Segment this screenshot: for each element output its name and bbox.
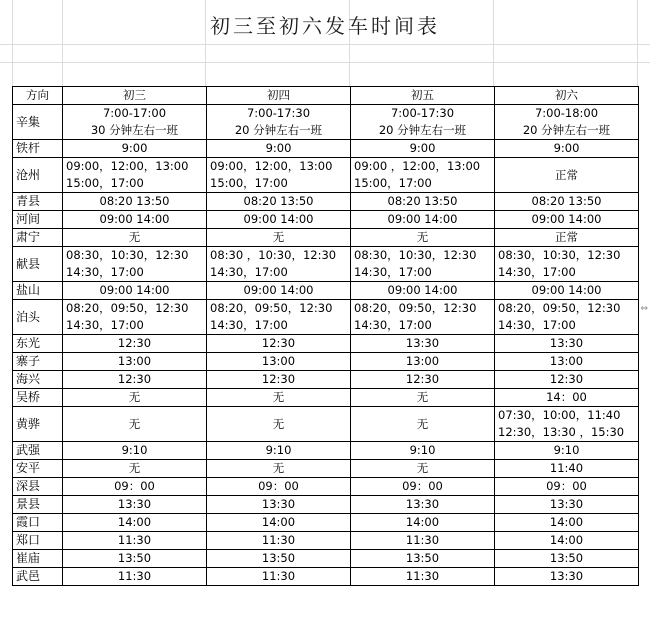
city-name: 河间 [13, 211, 63, 229]
city-name: 海兴 [13, 371, 63, 389]
schedule-cell: 11:30 [63, 532, 207, 550]
schedule-cell: 13:00 [495, 353, 639, 371]
schedule-cell: 08:20 13:50 [207, 193, 351, 211]
schedule-cell: 正常 [495, 158, 639, 193]
schedule-cell: 09:00 14:00 [63, 282, 207, 300]
grid-line [0, 62, 650, 63]
schedule-cell: 11:30 [351, 568, 495, 586]
schedule-cell: 12:30 [351, 371, 495, 389]
table-row [13, 496, 639, 514]
schedule-cell: 08:30，10:30，12:30 14:30，17:00 [495, 247, 639, 282]
city-name: 献县 [13, 247, 63, 282]
table-row [13, 407, 639, 442]
schedule-cell: 13:50 [351, 550, 495, 568]
schedule-cell: 13:30 [351, 335, 495, 353]
table-row [13, 282, 639, 300]
schedule-cell: 09:00 14:00 [495, 211, 639, 229]
schedule-table [12, 86, 639, 586]
schedule-cell: 9:00 [63, 140, 207, 158]
city-name: 辛集 [13, 105, 63, 140]
table-row [13, 211, 639, 229]
schedule-cell: 13:00 [351, 353, 495, 371]
schedule-cell: 14:00 [207, 514, 351, 532]
city-name: 崔庙 [13, 550, 63, 568]
schedule-cell: 7:00-17:30 20 分钟左右一班 [351, 105, 495, 140]
table-row [13, 389, 639, 407]
table-row [13, 514, 639, 532]
schedule-cell: 9:10 [63, 442, 207, 460]
schedule-cell: 9:10 [351, 442, 495, 460]
schedule-cell: 13:30 [207, 496, 351, 514]
schedule-cell: 无 [351, 407, 495, 442]
city-name: 肃宁 [13, 229, 63, 247]
schedule-cell: 11:30 [207, 532, 351, 550]
schedule-cell: 09:00 14:00 [495, 282, 639, 300]
schedule-body [13, 105, 639, 586]
city-name: 霞口 [13, 514, 63, 532]
table-row [13, 478, 639, 496]
schedule-cell: 09:00 14:00 [207, 282, 351, 300]
table-row [13, 335, 639, 353]
schedule-cell: 08:20 13:50 [351, 193, 495, 211]
schedule-cell: 09:00 14:00 [63, 211, 207, 229]
column-header-direction: 方向 [13, 87, 63, 105]
schedule-cell: 无 [351, 229, 495, 247]
schedule-cell: 11:30 [207, 568, 351, 586]
schedule-cell: 无 [207, 389, 351, 407]
city-name: 深县 [13, 478, 63, 496]
page-title: 初三至初六发车时间表 [210, 14, 440, 38]
column-header-day: 初五 [351, 87, 495, 105]
schedule-cell: 08:20，09:50，12:30 14:30，17:00 [207, 300, 351, 335]
table-row [13, 105, 639, 140]
schedule-cell: 9:10 [207, 442, 351, 460]
schedule-cell: 09:00，12:00，13:00 15:00，17:00 [207, 158, 351, 193]
city-name: 寨子 [13, 353, 63, 371]
schedule-cell: 09：00 [207, 478, 351, 496]
schedule-cell: 无 [351, 460, 495, 478]
city-name: 东光 [13, 335, 63, 353]
schedule-cell: 14:00 [63, 514, 207, 532]
schedule-cell: 08:30，10:30，12:30 14:30，17:00 [63, 247, 207, 282]
schedule-cell: 13:30 [495, 335, 639, 353]
schedule-cell: 08:20 13:50 [495, 193, 639, 211]
schedule-cell: 无 [207, 229, 351, 247]
schedule-cell: 13:30 [495, 496, 639, 514]
schedule-cell: 7:00-18:00 20 分钟左右一班 [495, 105, 639, 140]
city-name: 沧州 [13, 158, 63, 193]
schedule-cell: 08:30 ，10:30，12:30 14:30，17:00 [207, 247, 351, 282]
schedule-cell: 13:30 [63, 496, 207, 514]
schedule-cell: 9:00 [207, 140, 351, 158]
schedule-cell: 11:30 [351, 532, 495, 550]
schedule-cell: 09：00 [495, 478, 639, 496]
schedule-cell: 9:00 [495, 140, 639, 158]
schedule-cell: 无 [207, 460, 351, 478]
city-name: 吴桥 [13, 389, 63, 407]
city-name: 泊头 [13, 300, 63, 335]
schedule-cell: 9:00 [351, 140, 495, 158]
schedule-cell: 无 [207, 407, 351, 442]
schedule-cell: 13:30 [495, 568, 639, 586]
schedule-cell: 08:20，09:50，12:30 14:30，17:00 [495, 300, 639, 335]
city-name: 铁杆 [13, 140, 63, 158]
schedule-cell: 无 [63, 389, 207, 407]
table-row [13, 140, 639, 158]
schedule-cell: 14:00 [495, 532, 639, 550]
schedule-cell: 7:00-17:00 30 分钟左右一班 [63, 105, 207, 140]
schedule-cell: 08:20，09:50，12:30 14:30，17:00 [63, 300, 207, 335]
schedule-cell: 无 [63, 407, 207, 442]
schedule-cell: 12:30 [495, 371, 639, 389]
table-row [13, 371, 639, 389]
schedule-cell: 12:30 [63, 335, 207, 353]
schedule-cell: 14:00 [495, 514, 639, 532]
column-header-day: 初六 [495, 87, 639, 105]
schedule-cell: 09:00 14:00 [351, 211, 495, 229]
table-row [13, 532, 639, 550]
schedule-cell: 07:30，10:00，11:40 12:30，13:30 ，15:30 [495, 407, 639, 442]
schedule-cell: 09：00 [63, 478, 207, 496]
table-row [13, 247, 639, 282]
schedule-cell: 9:10 [495, 442, 639, 460]
table-row [13, 158, 639, 193]
schedule-cell: 12:30 [207, 371, 351, 389]
schedule-cell: 09:00 14:00 [207, 211, 351, 229]
schedule-cell: 11:40 [495, 460, 639, 478]
column-header-day: 初三 [63, 87, 207, 105]
schedule-cell: 正常 [495, 229, 639, 247]
table-row [13, 353, 639, 371]
city-name: 安平 [13, 460, 63, 478]
schedule-cell: 13:00 [207, 353, 351, 371]
table-row [13, 568, 639, 586]
header-row [13, 87, 639, 105]
schedule-cell: 08:30，10:30，12:30 14:30，17:00 [351, 247, 495, 282]
schedule-cell: 14:00 [351, 514, 495, 532]
schedule-cell: 无 [351, 389, 495, 407]
schedule-cell: 09:00 ，12:00，13:00 15:00，17:00 [351, 158, 495, 193]
schedule-cell: 09:00 14:00 [351, 282, 495, 300]
schedule-cell: 11:30 [63, 568, 207, 586]
schedule-cell: 09:00，12:00，13:00 15:00，17:00 [63, 158, 207, 193]
schedule-cell: 13:50 [63, 550, 207, 568]
city-name: 黄骅 [13, 407, 63, 442]
schedule-cell: 08:20 13:50 [63, 193, 207, 211]
schedule-cell: 13:50 [207, 550, 351, 568]
city-name: 郑口 [13, 532, 63, 550]
schedule-cell: 12:30 [207, 335, 351, 353]
table-row [13, 442, 639, 460]
city-name: 盐山 [13, 282, 63, 300]
city-name: 武邑 [13, 568, 63, 586]
edge-marker: ⇔ [640, 304, 648, 314]
schedule-cell: 13:50 [495, 550, 639, 568]
grid-line [0, 44, 650, 45]
table-row [13, 300, 639, 335]
city-name: 青县 [13, 193, 63, 211]
schedule-cell: 13:30 [351, 496, 495, 514]
schedule-cell: 08:20，09:50，12:30 14:30，17:00 [351, 300, 495, 335]
city-name: 武强 [13, 442, 63, 460]
schedule-cell: 13:00 [63, 353, 207, 371]
table-row [13, 550, 639, 568]
schedule-cell: 无 [63, 229, 207, 247]
table-row [13, 460, 639, 478]
column-header-day: 初四 [207, 87, 351, 105]
schedule-cell: 无 [63, 460, 207, 478]
schedule-cell: 7:00-17:30 20 分钟左右一班 [207, 105, 351, 140]
schedule-cell: 09：00 [351, 478, 495, 496]
city-name: 景县 [13, 496, 63, 514]
schedule-cell: 14：00 [495, 389, 639, 407]
table-row [13, 229, 639, 247]
table-row [13, 193, 639, 211]
schedule-cell: 12:30 [63, 371, 207, 389]
